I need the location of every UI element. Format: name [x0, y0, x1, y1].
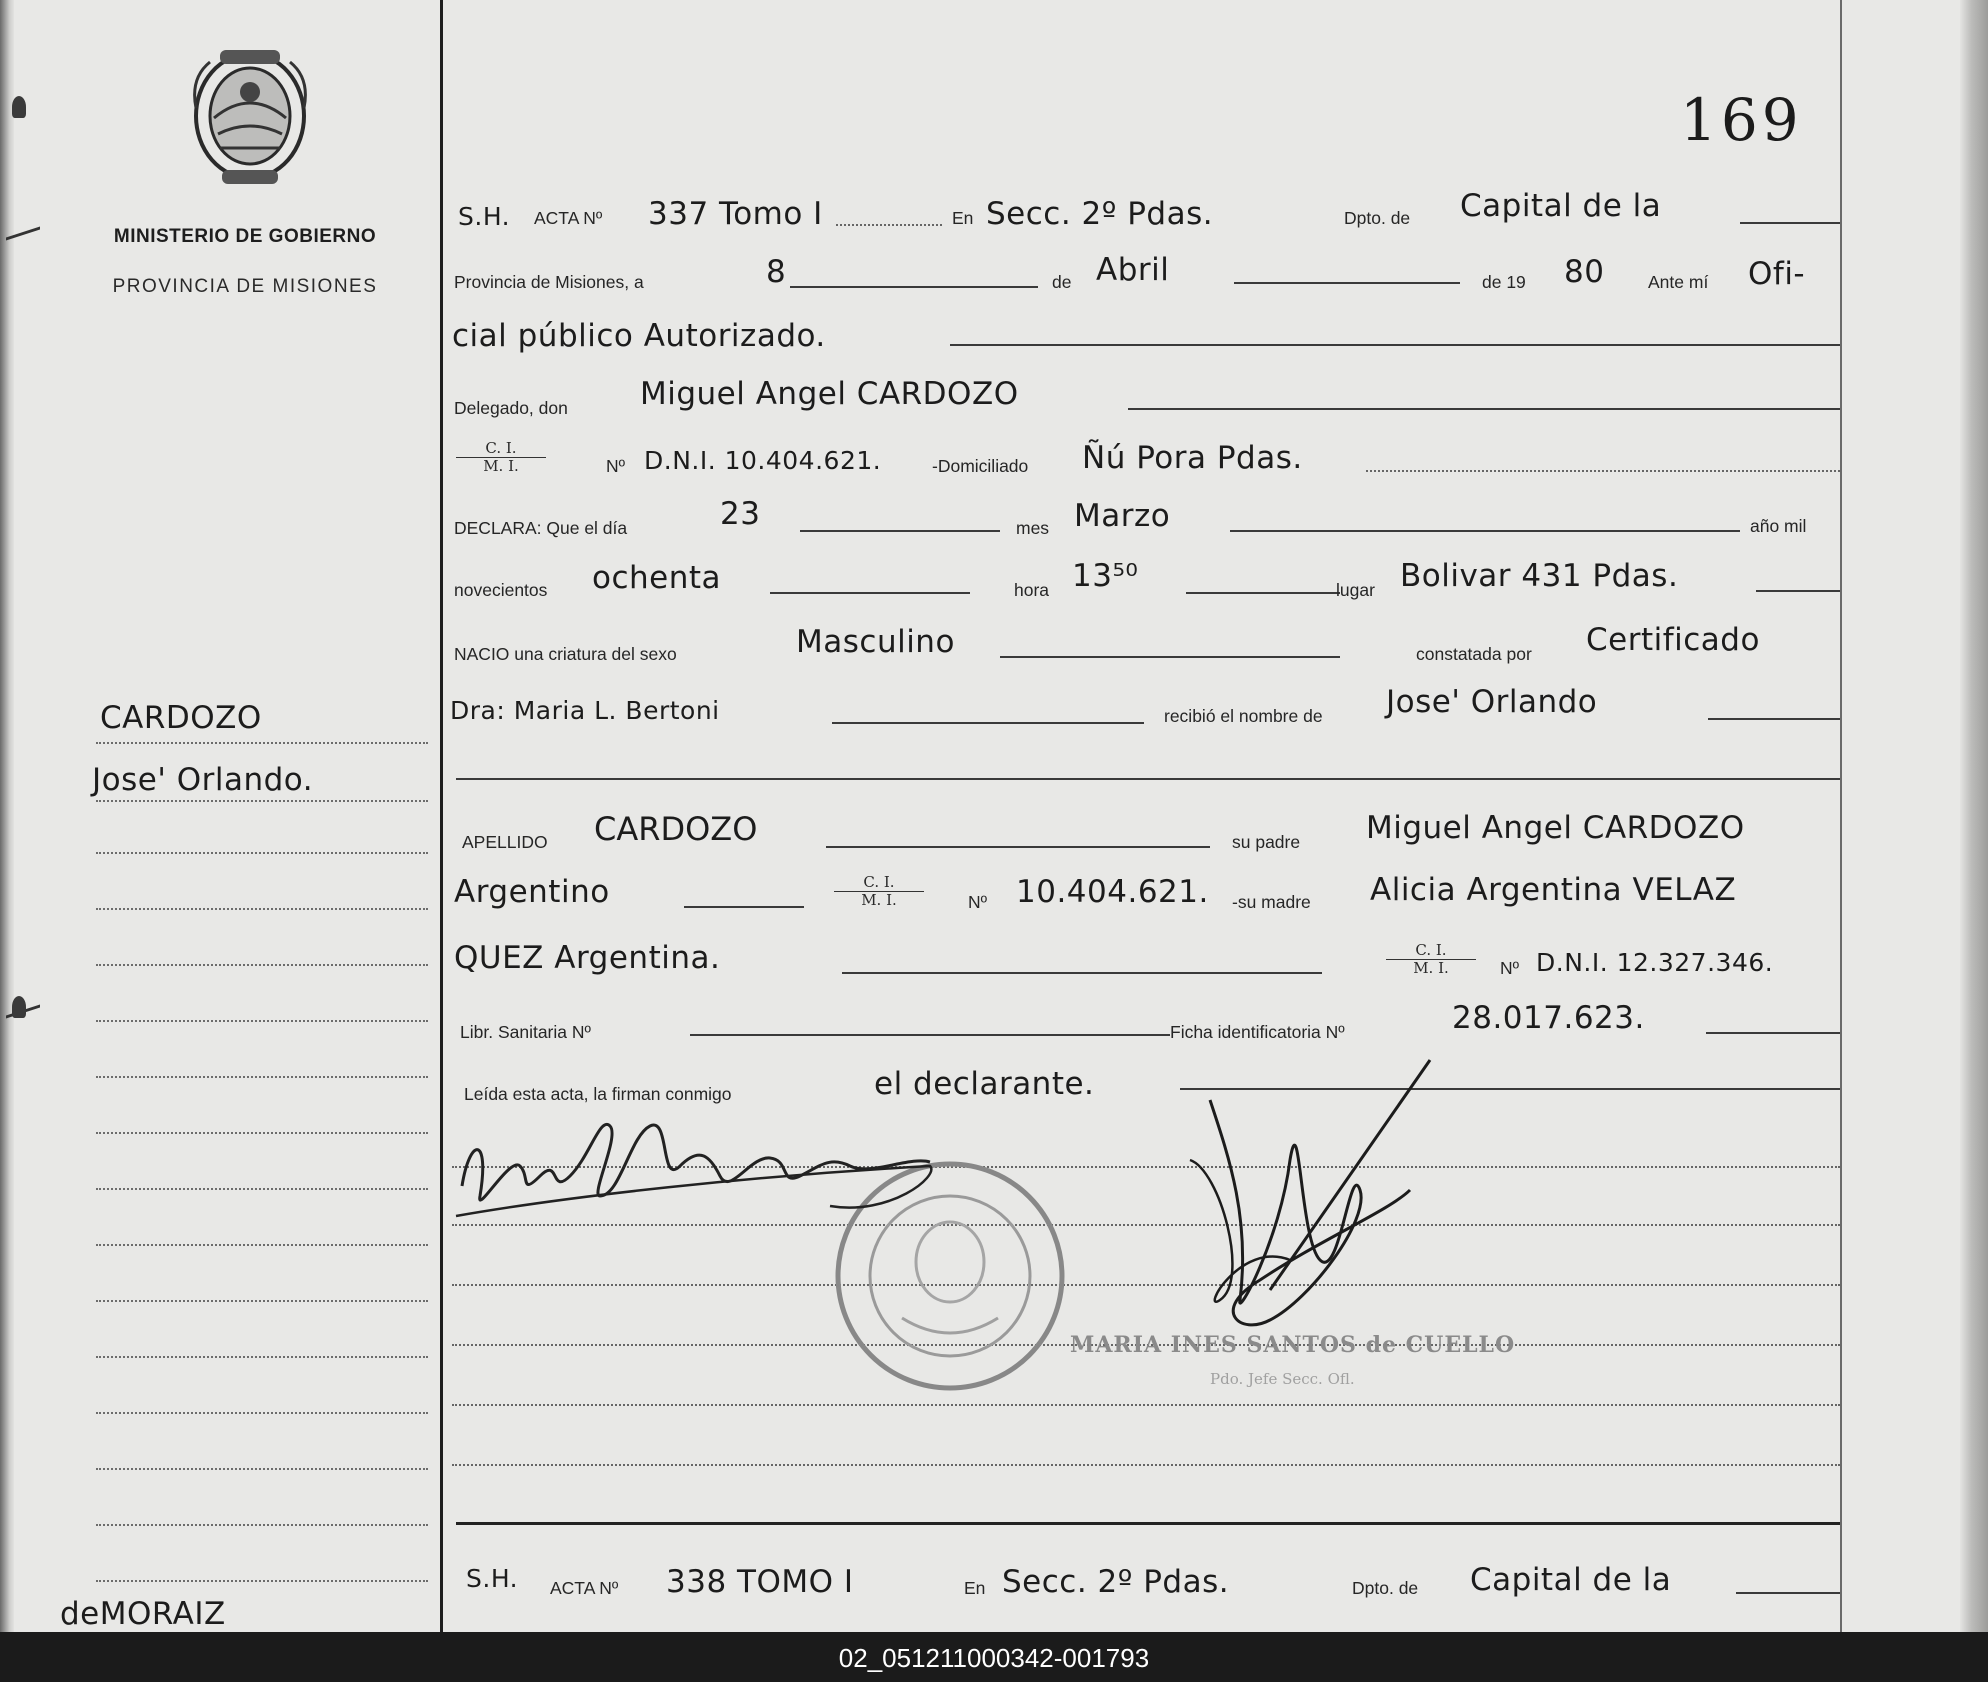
- binding-hole: [6, 222, 40, 248]
- lugar-value: Bolivar 431 Pdas.: [1400, 558, 1679, 594]
- page-edge: [1960, 0, 1988, 1632]
- next-acta-label: ACTA Nº: [550, 1578, 619, 1598]
- libr-label: Libr. Sanitaria Nº: [460, 1022, 591, 1042]
- apellido-value: CARDOZO: [594, 810, 758, 848]
- padre-label: su padre: [1232, 832, 1301, 852]
- sexo-value: Masculino: [796, 624, 955, 660]
- acta-label: ACTA Nº: [534, 208, 603, 228]
- dia-value: 23: [720, 496, 761, 532]
- de-label: de: [1052, 272, 1072, 292]
- declara-label: DECLARA: Que el día: [454, 518, 628, 538]
- next-en-value: Secc. 2º Pdas.: [1002, 1564, 1230, 1600]
- apellido-label: APELLIDO: [462, 832, 548, 852]
- delegado-value: Miguel Angel CARDOZO: [640, 376, 1019, 412]
- binding-hole: [6, 1000, 40, 1026]
- provincia-label: Provincia de Misiones, a: [454, 272, 644, 292]
- margin-surname: CARDOZO: [100, 700, 262, 736]
- en-label: En: [952, 208, 974, 228]
- domiciliado-label: -Domiciliado: [932, 456, 1029, 476]
- padre-value: Miguel Angel CARDOZO: [1366, 810, 1745, 846]
- dpto-label: Dpto. de: [1344, 208, 1411, 228]
- nombre-value: Jose' Orlando: [1386, 684, 1598, 720]
- constatada-label: constatada por: [1416, 644, 1532, 664]
- recibio-label: recibió el nombre de: [1164, 706, 1323, 726]
- province-emblem-icon: [190, 48, 310, 188]
- nacio-label: NACIO una criatura del sexo: [454, 644, 677, 664]
- madre-value: Alicia Argentina VELAZ: [1370, 872, 1737, 908]
- anio-label: año mil: [1750, 516, 1807, 536]
- declarant-signature: [450, 1096, 950, 1236]
- next-en-label: En: [964, 1578, 986, 1598]
- madre-value-continued: QUEZ Argentina.: [454, 940, 721, 976]
- de-year-label: de 19: [1482, 272, 1526, 292]
- ante-label: Ante mí: [1648, 272, 1709, 292]
- leida-value: el declarante.: [874, 1066, 1095, 1102]
- ante-value: Ofi-: [1748, 256, 1806, 292]
- nro-label: Nº: [1500, 958, 1520, 978]
- ficha-label: Ficha identificatoria Nº: [1170, 1022, 1345, 1042]
- dra-value: Dra: Maria L. Bertoni: [450, 696, 720, 725]
- constatada-value: Certificado: [1586, 622, 1760, 658]
- nro-label: Nº: [606, 456, 626, 476]
- margin-bottom-note: deMORAIZ: [60, 1596, 226, 1632]
- padre-nacionalidad: Argentino: [454, 874, 610, 910]
- officer-signature: [1150, 1040, 1470, 1340]
- official-stamp-title: Pdo. Jefe Secc. Ofl.: [1210, 1370, 1355, 1388]
- acta-value: 337 Tomo I: [648, 196, 823, 232]
- novecientos-value: ochenta: [592, 560, 722, 596]
- hora-value: 13⁵⁰: [1072, 558, 1139, 594]
- year-value: 80: [1564, 254, 1605, 290]
- domicilio-value: Ñú Pora Pdas.: [1082, 440, 1303, 476]
- mes-label: mes: [1016, 518, 1050, 538]
- novecientos-label: novecientos: [454, 580, 548, 600]
- next-acta-value: 338 TOMO I: [666, 1564, 854, 1600]
- next-sh-mark: S.H.: [466, 1564, 519, 1593]
- right-margin-rule: [1840, 0, 1842, 1632]
- binding-hole: [6, 96, 40, 122]
- ci-mi-fraction: $\frac{C. I.}{M. I.}$: [834, 874, 924, 909]
- next-dpto-label: Dpto. de: [1352, 1578, 1419, 1598]
- padre-doc-value: 10.404.621.: [1016, 874, 1209, 910]
- column-rule: [440, 0, 443, 1632]
- province-name: PROVINCIA DE MISIONES: [112, 276, 378, 297]
- madre-doc-value: D.N.I. 12.327.346.: [1536, 948, 1774, 977]
- dpto-value: Capital de la: [1460, 188, 1662, 224]
- ministry-name: MINISTERIO DE GOBIERNO: [113, 226, 377, 247]
- delegado-label: Delegado, don: [454, 398, 568, 418]
- ci-mi-fraction: $\frac{C. I.}{M. I.}$: [1386, 942, 1476, 977]
- mes-value: Marzo: [1074, 498, 1171, 534]
- ante-value-continued: cial público Autorizado.: [452, 318, 826, 354]
- page-number: 169: [1680, 86, 1803, 154]
- nro-label: Nº: [968, 892, 988, 912]
- day-value: 8: [766, 254, 787, 290]
- leida-label: Leída esta acta, la firman conmigo: [464, 1084, 732, 1104]
- image-caption: 02_051211000342-001793: [838, 1643, 1150, 1673]
- ficha-value: 28.017.623.: [1452, 1000, 1645, 1036]
- en-value: Secc. 2º Pdas.: [986, 196, 1214, 232]
- ci-mi-fraction: $\frac{C. I.}{M. I.}$: [456, 440, 546, 475]
- dni-value: D.N.I. 10.404.621.: [644, 446, 882, 475]
- hora-label: hora: [1014, 580, 1050, 600]
- margin-given-name: Jose' Orlando.: [92, 762, 314, 798]
- sh-mark: S.H.: [458, 202, 511, 231]
- month-value: Abril: [1096, 252, 1170, 288]
- official-stamp-name: MARIA INES SANTOS de CUELLO: [1070, 1332, 1516, 1358]
- madre-label: -su madre: [1232, 892, 1311, 912]
- lugar-label: lugar: [1336, 580, 1375, 600]
- next-dpto-value: Capital de la: [1470, 1562, 1672, 1598]
